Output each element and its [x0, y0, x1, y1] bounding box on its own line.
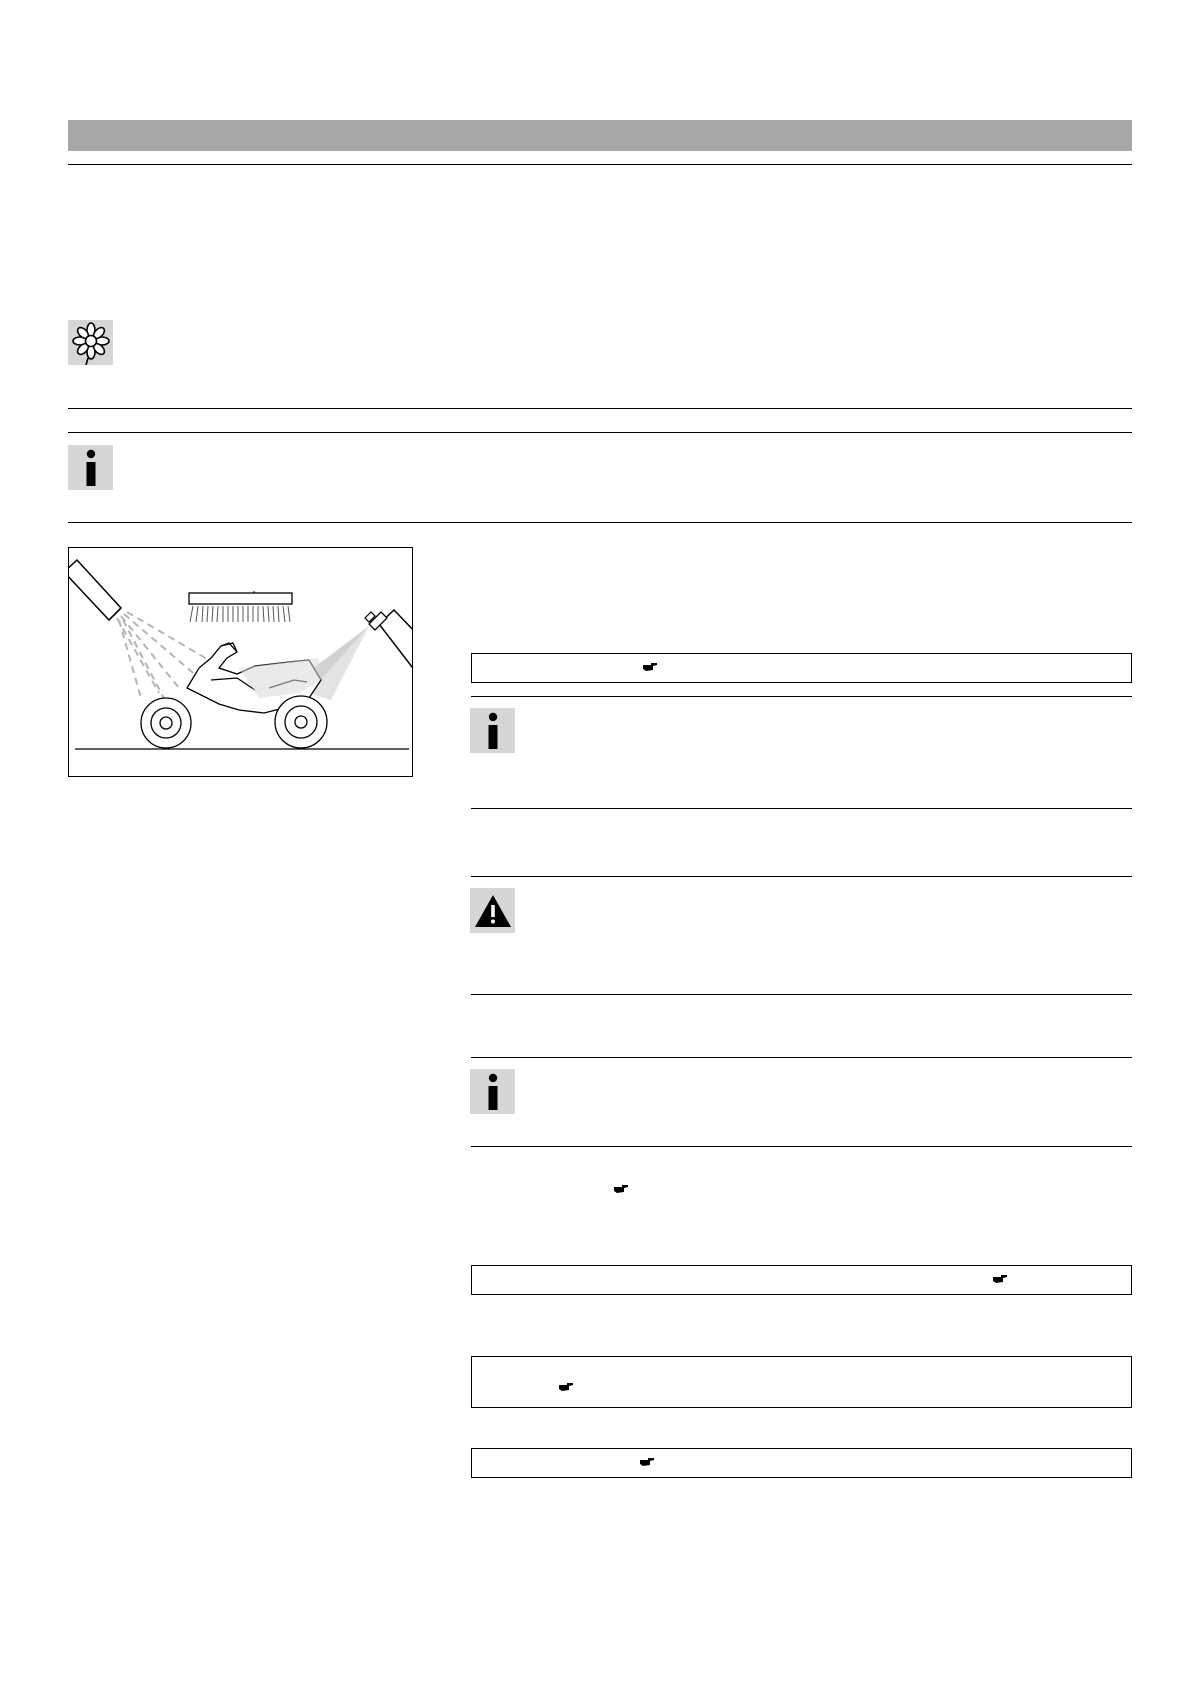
- info-note: [470, 1069, 515, 1114]
- header-underline: [68, 164, 1132, 165]
- atv-icon: [141, 643, 327, 748]
- reference-box: [471, 1265, 1132, 1295]
- atv-cleaning-figure: [68, 547, 413, 777]
- divider: [471, 696, 1132, 697]
- reference-box: [471, 1448, 1132, 1478]
- pointing-hand-icon: [558, 1382, 574, 1392]
- flower-icon: [71, 321, 111, 365]
- divider: [68, 522, 1132, 523]
- reference-box: [471, 1356, 1132, 1408]
- brush-icon: [189, 591, 292, 622]
- warning-triangle-icon: [473, 893, 513, 929]
- divider: [471, 1146, 1132, 1147]
- pointing-hand-icon: [642, 662, 658, 672]
- info-icon: [81, 448, 101, 488]
- environment-note: [68, 320, 113, 365]
- info-icon: [483, 711, 503, 751]
- info-note: [470, 708, 515, 753]
- reference-box: [471, 653, 1132, 683]
- divider: [471, 808, 1132, 809]
- pointing-hand-icon: [613, 1184, 629, 1194]
- pointing-hand-icon: [639, 1457, 655, 1467]
- divider: [68, 408, 1132, 409]
- divider: [68, 432, 1132, 433]
- warning-note: [470, 888, 515, 933]
- section-header-bar: [68, 120, 1132, 151]
- info-icon: [483, 1072, 503, 1112]
- info-note: [68, 445, 113, 490]
- pointing-hand-icon: [992, 1274, 1008, 1284]
- divider: [471, 994, 1132, 995]
- divider: [471, 876, 1132, 877]
- divider: [471, 1057, 1132, 1058]
